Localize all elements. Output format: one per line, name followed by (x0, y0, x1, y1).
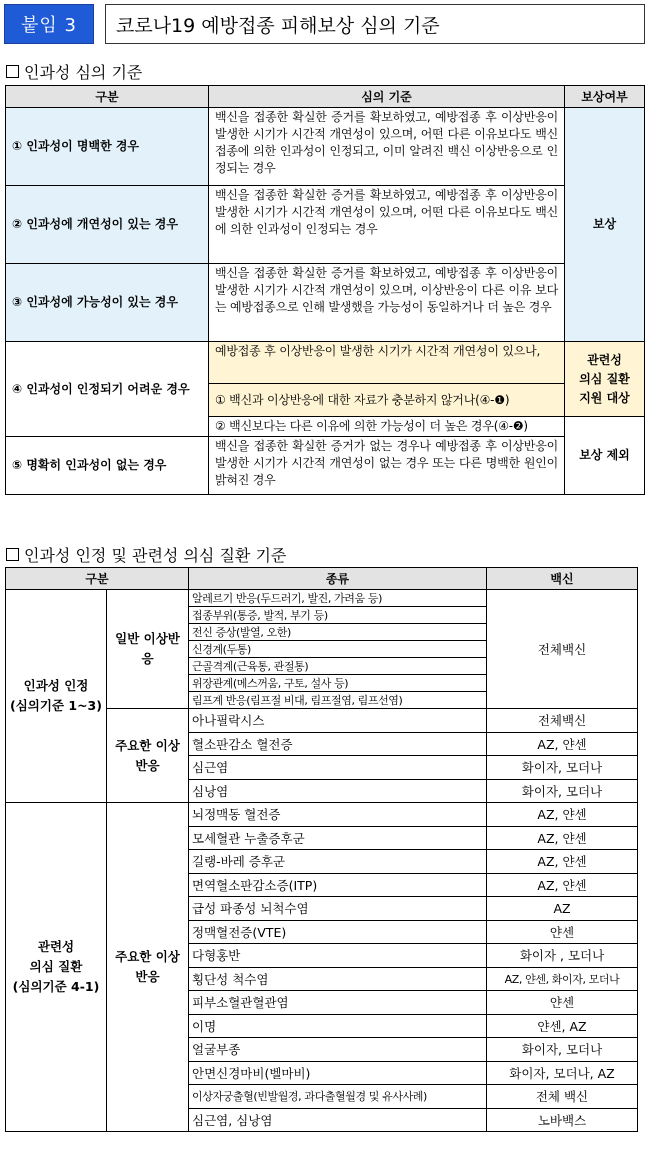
attachment-badge: 붙임 3 (4, 4, 94, 44)
reaction-name: 전신 증상(발열, 오한) (189, 624, 487, 641)
column-header: 구분 (6, 86, 209, 108)
vaccine-cell: AZ, 얀센 (487, 873, 638, 897)
criteria-cell: 백신을 접종한 확실한 증거를 확보하였고, 예방접종 후 이상반응이 발생한 시기가 시간적 개연성이 있으며, 어떤 다른 이유보다도 백신 접종에 의한 인과성이 인정되고, 이미 알려진 백신 이상반응으로 인정되는 경우 (209, 108, 565, 186)
vaccine-cell: 전체 백신 (487, 1085, 638, 1109)
reaction-name: 뇌정맥동 혈전증 (189, 803, 487, 827)
section1-heading-text: 인과성 심의 기준 (24, 63, 143, 82)
reaction-name: 근골격계(근육통, 관절통) (189, 658, 487, 675)
vaccine-cell: 전체백신 (487, 709, 638, 733)
result-exclude: 보상 제외 (565, 417, 645, 495)
group-label-line: 의심 질환 (29, 959, 83, 974)
column-header: 백신 (487, 568, 638, 590)
reaction-name: 모세혈관 누출증후군 (189, 826, 487, 850)
group-label-line: (심의기준 1~3) (10, 698, 102, 713)
reaction-name: 다형홍반 (189, 944, 487, 968)
reaction-name: 알레르기 반응(두드러기, 발진, 가려움 등) (189, 590, 487, 607)
column-header: 구분 (6, 568, 189, 590)
vaccine-cell: 전체백신 (487, 590, 638, 709)
criteria-cell: 백신을 접종한 확실한 증거를 확보하였고, 예방접종 후 이상반응이 발생한 시기가 시간적 개연성이 있으며, 이상반응이 다른 이유 보다는 예방접종으로 인해 발생했을 가능성이 동일하거나 더 높은 경우 (209, 264, 565, 342)
result-support-line: 관련성 (587, 352, 622, 367)
subgroup-label: 일반 이상반응 (107, 590, 189, 709)
reaction-name: 심낭염 (189, 779, 487, 803)
bottom-cutoff (4, 1153, 304, 1157)
vaccine-cell: 화이자, 모더나 (487, 779, 638, 803)
reaction-name: 아나필락시스 (189, 709, 487, 733)
table-row (6, 186, 645, 264)
reaction-name: 급성 파종성 뇌척수염 (189, 897, 487, 921)
vaccine-cell: 화이자, 모더나, AZ (487, 1061, 638, 1085)
result-compensate: 보상 (565, 108, 645, 342)
group-label-suspected (6, 803, 107, 1132)
group-label-line: 인과성 인정 (23, 678, 89, 693)
disease-criteria-table (5, 567, 638, 1132)
reaction-name: 림프계 반응(림프절 비대, 림프절염, 림프선염) (189, 692, 487, 709)
group-label-causality (6, 590, 107, 803)
causality-criteria-table (5, 85, 645, 495)
checkbox-icon (6, 548, 19, 561)
criteria-cell: 예방접종 후 이상반응이 발생한 시기가 시간적 개연성이 있으나, (209, 342, 565, 384)
reaction-name: 길랭-바레 증후군 (189, 850, 487, 874)
category-cell: ③ 인과성에 가능성이 있는 경우 (6, 264, 209, 342)
vaccine-cell: AZ, 얀센 (487, 826, 638, 850)
criteria-cell: ① 백신과 이상반응에 대한 자료가 충분하지 않거나(④-❶) (209, 384, 565, 417)
reaction-name: 피부소혈관혈관염 (189, 991, 487, 1015)
reaction-name: 횡단성 척수염 (189, 967, 487, 991)
vaccine-cell: AZ, 얀센 (487, 850, 638, 874)
vaccine-cell: 노바백스 (487, 1108, 638, 1132)
table-row (6, 590, 638, 607)
vaccine-cell: 얀센, AZ (487, 1014, 638, 1038)
table-row (6, 437, 645, 495)
subgroup-label: 주요한 이상반응 (107, 803, 189, 1132)
category-cell: ⑤ 명확히 인과성이 없는 경우 (6, 437, 209, 495)
reaction-name: 접종부위(통증, 발적, 부기 등) (189, 607, 487, 624)
criteria-cell: ② 백신보다는 다른 이유에 의한 가능성이 더 높은 경우(④-❷) (209, 417, 565, 437)
reaction-name: 정맥혈전증(VTE) (189, 920, 487, 944)
table-header-row (6, 568, 638, 590)
reaction-name: 얼굴부종 (189, 1038, 487, 1062)
result-support-line: 지원 대상 (579, 390, 630, 405)
vaccine-cell: AZ (487, 897, 638, 921)
reaction-name: 안면신경마비(벨마비) (189, 1061, 487, 1085)
criteria-cell: 백신을 접종한 확실한 증거가 없는 경우나 예방접종 후 이상반응이 발생한 시기가 시간적 개연성이 없는 경우 또는 다른 명백한 원인이 밝혀진 경우 (209, 437, 565, 495)
vaccine-cell: 화이자, 모더나 (487, 1038, 638, 1062)
vaccine-cell: AZ, 얀센 (487, 732, 638, 756)
table-row (6, 342, 645, 384)
reaction-name: 이상자궁출혈(빈발월경, 과다출혈월경 및 유사사례) (189, 1085, 487, 1109)
table-row (6, 803, 638, 827)
reaction-name: 이명 (189, 1014, 487, 1038)
vaccine-cell: AZ, 얀센 (487, 803, 638, 827)
page-title: 코로나19 예방접종 피해보상 심의 기준 (105, 4, 645, 44)
title-bar (4, 4, 645, 44)
checkbox-icon (6, 65, 19, 78)
section2-heading (6, 543, 286, 566)
category-cell: ① 인과성이 명백한 경우 (6, 108, 209, 186)
group-label-line: (심의기준 4-1) (12, 979, 100, 994)
reaction-name: 혈소판감소 혈전증 (189, 732, 487, 756)
vaccine-cell: 화이자, 모더나 (487, 756, 638, 780)
group-label-line: 관련성 (37, 939, 75, 954)
category-cell: ② 인과성에 개연성이 있는 경우 (6, 186, 209, 264)
reaction-name: 신경계(두통) (189, 641, 487, 658)
table-header-row (6, 86, 645, 108)
reaction-name: 심근염, 심낭염 (189, 1108, 487, 1132)
table-row (6, 108, 645, 186)
reaction-name: 심근염 (189, 756, 487, 780)
vaccine-cell: AZ, 얀센, 화이자, 모더나 (487, 967, 638, 991)
result-support-line: 의심 질환 (579, 371, 630, 386)
criteria-cell: 백신을 접종한 확실한 증거를 확보하였고, 예방접종 후 이상반응이 발생한 시기가 시간적 개연성이 있으며, 어떤 다른 이유보다도 백신에 의한 인과성이 인정되는 경우 (209, 186, 565, 264)
reaction-name: 위장관계(메스꺼움, 구토, 설사 등) (189, 675, 487, 692)
column-header: 보상여부 (565, 86, 645, 108)
category-cell: ④ 인과성이 인정되기 어려운 경우 (6, 342, 209, 437)
subgroup-label: 주요한 이상반응 (107, 709, 189, 803)
vaccine-cell: 얀센 (487, 920, 638, 944)
section1-heading (6, 60, 142, 83)
reaction-name: 면역혈소판감소증(ITP) (189, 873, 487, 897)
vaccine-cell: 화이자 , 모더나 (487, 944, 638, 968)
column-header: 종류 (189, 568, 487, 590)
column-header: 심의 기준 (209, 86, 565, 108)
section2-heading-text: 인과성 인정 및 관련성 의심 질환 기준 (24, 546, 287, 565)
result-support (565, 342, 645, 417)
vaccine-cell: 얀센 (487, 991, 638, 1015)
table-row (6, 264, 645, 342)
